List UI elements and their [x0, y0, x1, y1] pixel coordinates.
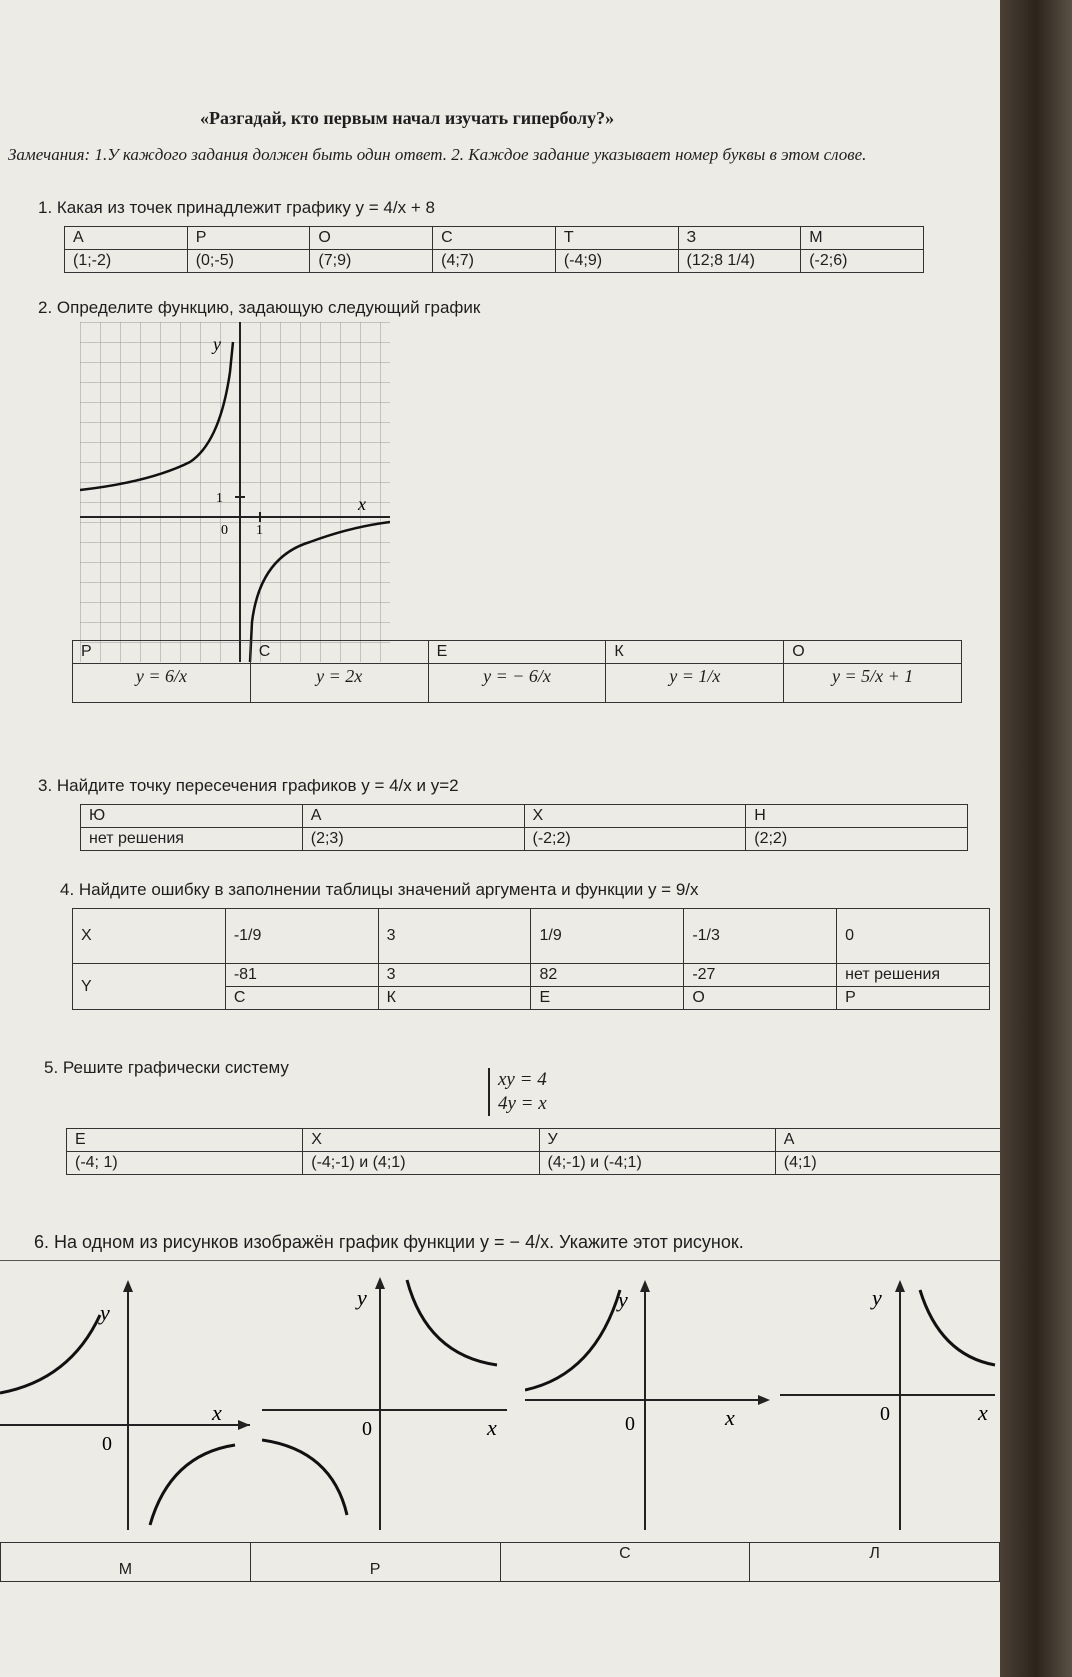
question-2-table [72, 640, 962, 703]
q4-row-y-label: Y [73, 964, 226, 1010]
q1-letter: З [678, 227, 801, 250]
q2-answer: y = 2x [250, 664, 428, 703]
q6-graph-y-label: y [872, 1285, 882, 1310]
q1-answer: (4;7) [433, 250, 556, 273]
q5-system [488, 1068, 547, 1116]
q4-y-value: нет решения [837, 964, 990, 987]
q1-answer: (0;-5) [187, 250, 310, 273]
q6-divider [0, 1260, 1000, 1261]
question-1-table [64, 226, 924, 273]
q6-letter: Р [250, 1543, 500, 1582]
q4-y-value: -27 [684, 964, 837, 987]
question-5-text: 5. Решите графически систему [44, 1058, 289, 1077]
q2-letter: О [784, 641, 962, 664]
q1-letter: А [65, 227, 188, 250]
q5-answer: (-4; 1) [67, 1152, 303, 1175]
q3-letter: Х [524, 805, 746, 828]
q2-graph-origin: 0 [221, 523, 228, 538]
q3-letter: Н [746, 805, 968, 828]
q4-x-value: -1/9 [225, 909, 378, 964]
q1-answer: (1;-2) [65, 250, 188, 273]
question-1-text: 1. Какая из точек принадлежит графику y = 4/x + 8 [38, 198, 435, 217]
q5-answer: (4;1) [775, 1152, 1011, 1175]
q4-x-value: -1/3 [684, 909, 837, 964]
question-2-graph [80, 322, 390, 662]
question-5-table [66, 1128, 1012, 1175]
q1-answer: (7;9) [310, 250, 433, 273]
q1-letter: О [310, 227, 433, 250]
q1-answer: (12;8 1/4) [678, 250, 801, 273]
q2-letter: Е [428, 641, 606, 664]
q2-answer: y = 5/x + 1 [784, 664, 962, 703]
q2-letter: К [606, 641, 784, 664]
q2-graph-one-y: 1 [216, 491, 223, 506]
q3-answer: (2;2) [746, 828, 968, 851]
q6-letter: С [500, 1543, 750, 1582]
q4-row-x-label: X [73, 909, 226, 964]
q4-letter: О [684, 987, 837, 1010]
q6-graph-x-label: x [725, 1405, 735, 1430]
q6-letter: М [1, 1543, 251, 1582]
q4-letter: Р [837, 987, 990, 1010]
q1-letter: С [433, 227, 556, 250]
worksheet-note: Замечания: 1.У каждого задания должен быть один ответ. 2. Каждое задание указывает номер буквы в этом слове. [8, 145, 867, 164]
q3-answer: нет решения [81, 828, 303, 851]
q2-graph-y-label: y [213, 334, 221, 354]
q1-letter: Т [555, 227, 678, 250]
q6-graph-m [0, 1275, 250, 1530]
question-2-text: 2. Определите функцию, задающую следующий график [38, 298, 481, 317]
q5-letter: Х [303, 1129, 539, 1152]
q4-x-value: 1/9 [531, 909, 684, 964]
q1-letter: М [801, 227, 924, 250]
q5-letter: А [775, 1129, 1011, 1152]
q4-letter: К [378, 987, 531, 1010]
q4-y-value: 3 [378, 964, 531, 987]
question-3-text: 3. Найдите точку пересечения графиков y = 4/x и y=2 [38, 776, 459, 795]
worksheet-title: «Разгадай, кто первым начал изучать гиперболу?» [200, 108, 615, 128]
q5-letter: Е [67, 1129, 303, 1152]
question-6-text: 6. На одном из рисунков изображён график функции y = − 4/x. Укажите этот рисунок. [34, 1232, 744, 1252]
q5-answer: (-4;-1) и (4;1) [303, 1152, 539, 1175]
q1-answer: (-2;6) [801, 250, 924, 273]
q5-equation: xy = 4 [498, 1069, 547, 1090]
question-3-table [80, 804, 968, 851]
q2-answer: y = − 6/x [428, 664, 606, 703]
q6-graph-origin: 0 [880, 1403, 890, 1425]
q3-letter: А [302, 805, 524, 828]
q6-graph-y-label: y [100, 1300, 110, 1325]
background-fabric [1000, 0, 1072, 1677]
q6-graph-origin: 0 [362, 1418, 372, 1440]
q4-x-value: 3 [378, 909, 531, 964]
q2-graph-one-x: 1 [256, 523, 263, 538]
q2-letter: С [250, 641, 428, 664]
q6-graph-origin: 0 [625, 1413, 635, 1435]
q4-x-value: 0 [837, 909, 990, 964]
q6-graph-c [525, 1275, 775, 1530]
q2-answer: y = 1/x [606, 664, 784, 703]
q6-graph-y-label: y [618, 1287, 628, 1312]
q2-answer: y = 6/x [73, 664, 251, 703]
q3-answer: (-2;2) [524, 828, 746, 851]
question-4-table [72, 908, 990, 1010]
q6-graph-x-label: x [487, 1415, 497, 1440]
q4-y-value: -81 [225, 964, 378, 987]
q4-letter: С [225, 987, 378, 1010]
q4-letter: Е [531, 987, 684, 1010]
q5-equation: 4y = x [498, 1093, 547, 1114]
q4-y-value: 82 [531, 964, 684, 987]
q1-letter: Р [187, 227, 310, 250]
q2-letter: Р [73, 641, 251, 664]
q6-graph-l [780, 1275, 1000, 1530]
q5-answer: (4;-1) и (-4;1) [539, 1152, 775, 1175]
q1-answer: (-4;9) [555, 250, 678, 273]
question-4-text: 4. Найдите ошибку в заполнении таблицы значений аргумента и функции y = 9/x [60, 880, 699, 899]
q6-graph-y-label: y [357, 1285, 367, 1310]
q3-letter: Ю [81, 805, 303, 828]
question-6-table [0, 1542, 1000, 1582]
q6-graph-x-label: x [212, 1400, 222, 1425]
q3-answer: (2;3) [302, 828, 524, 851]
q6-graph-r [262, 1275, 512, 1530]
q2-graph-x-label: x [358, 494, 366, 514]
q5-letter: У [539, 1129, 775, 1152]
q6-graph-origin: 0 [102, 1433, 112, 1455]
q6-letter: Л [750, 1543, 1000, 1582]
q6-graph-x-label: x [978, 1400, 988, 1425]
